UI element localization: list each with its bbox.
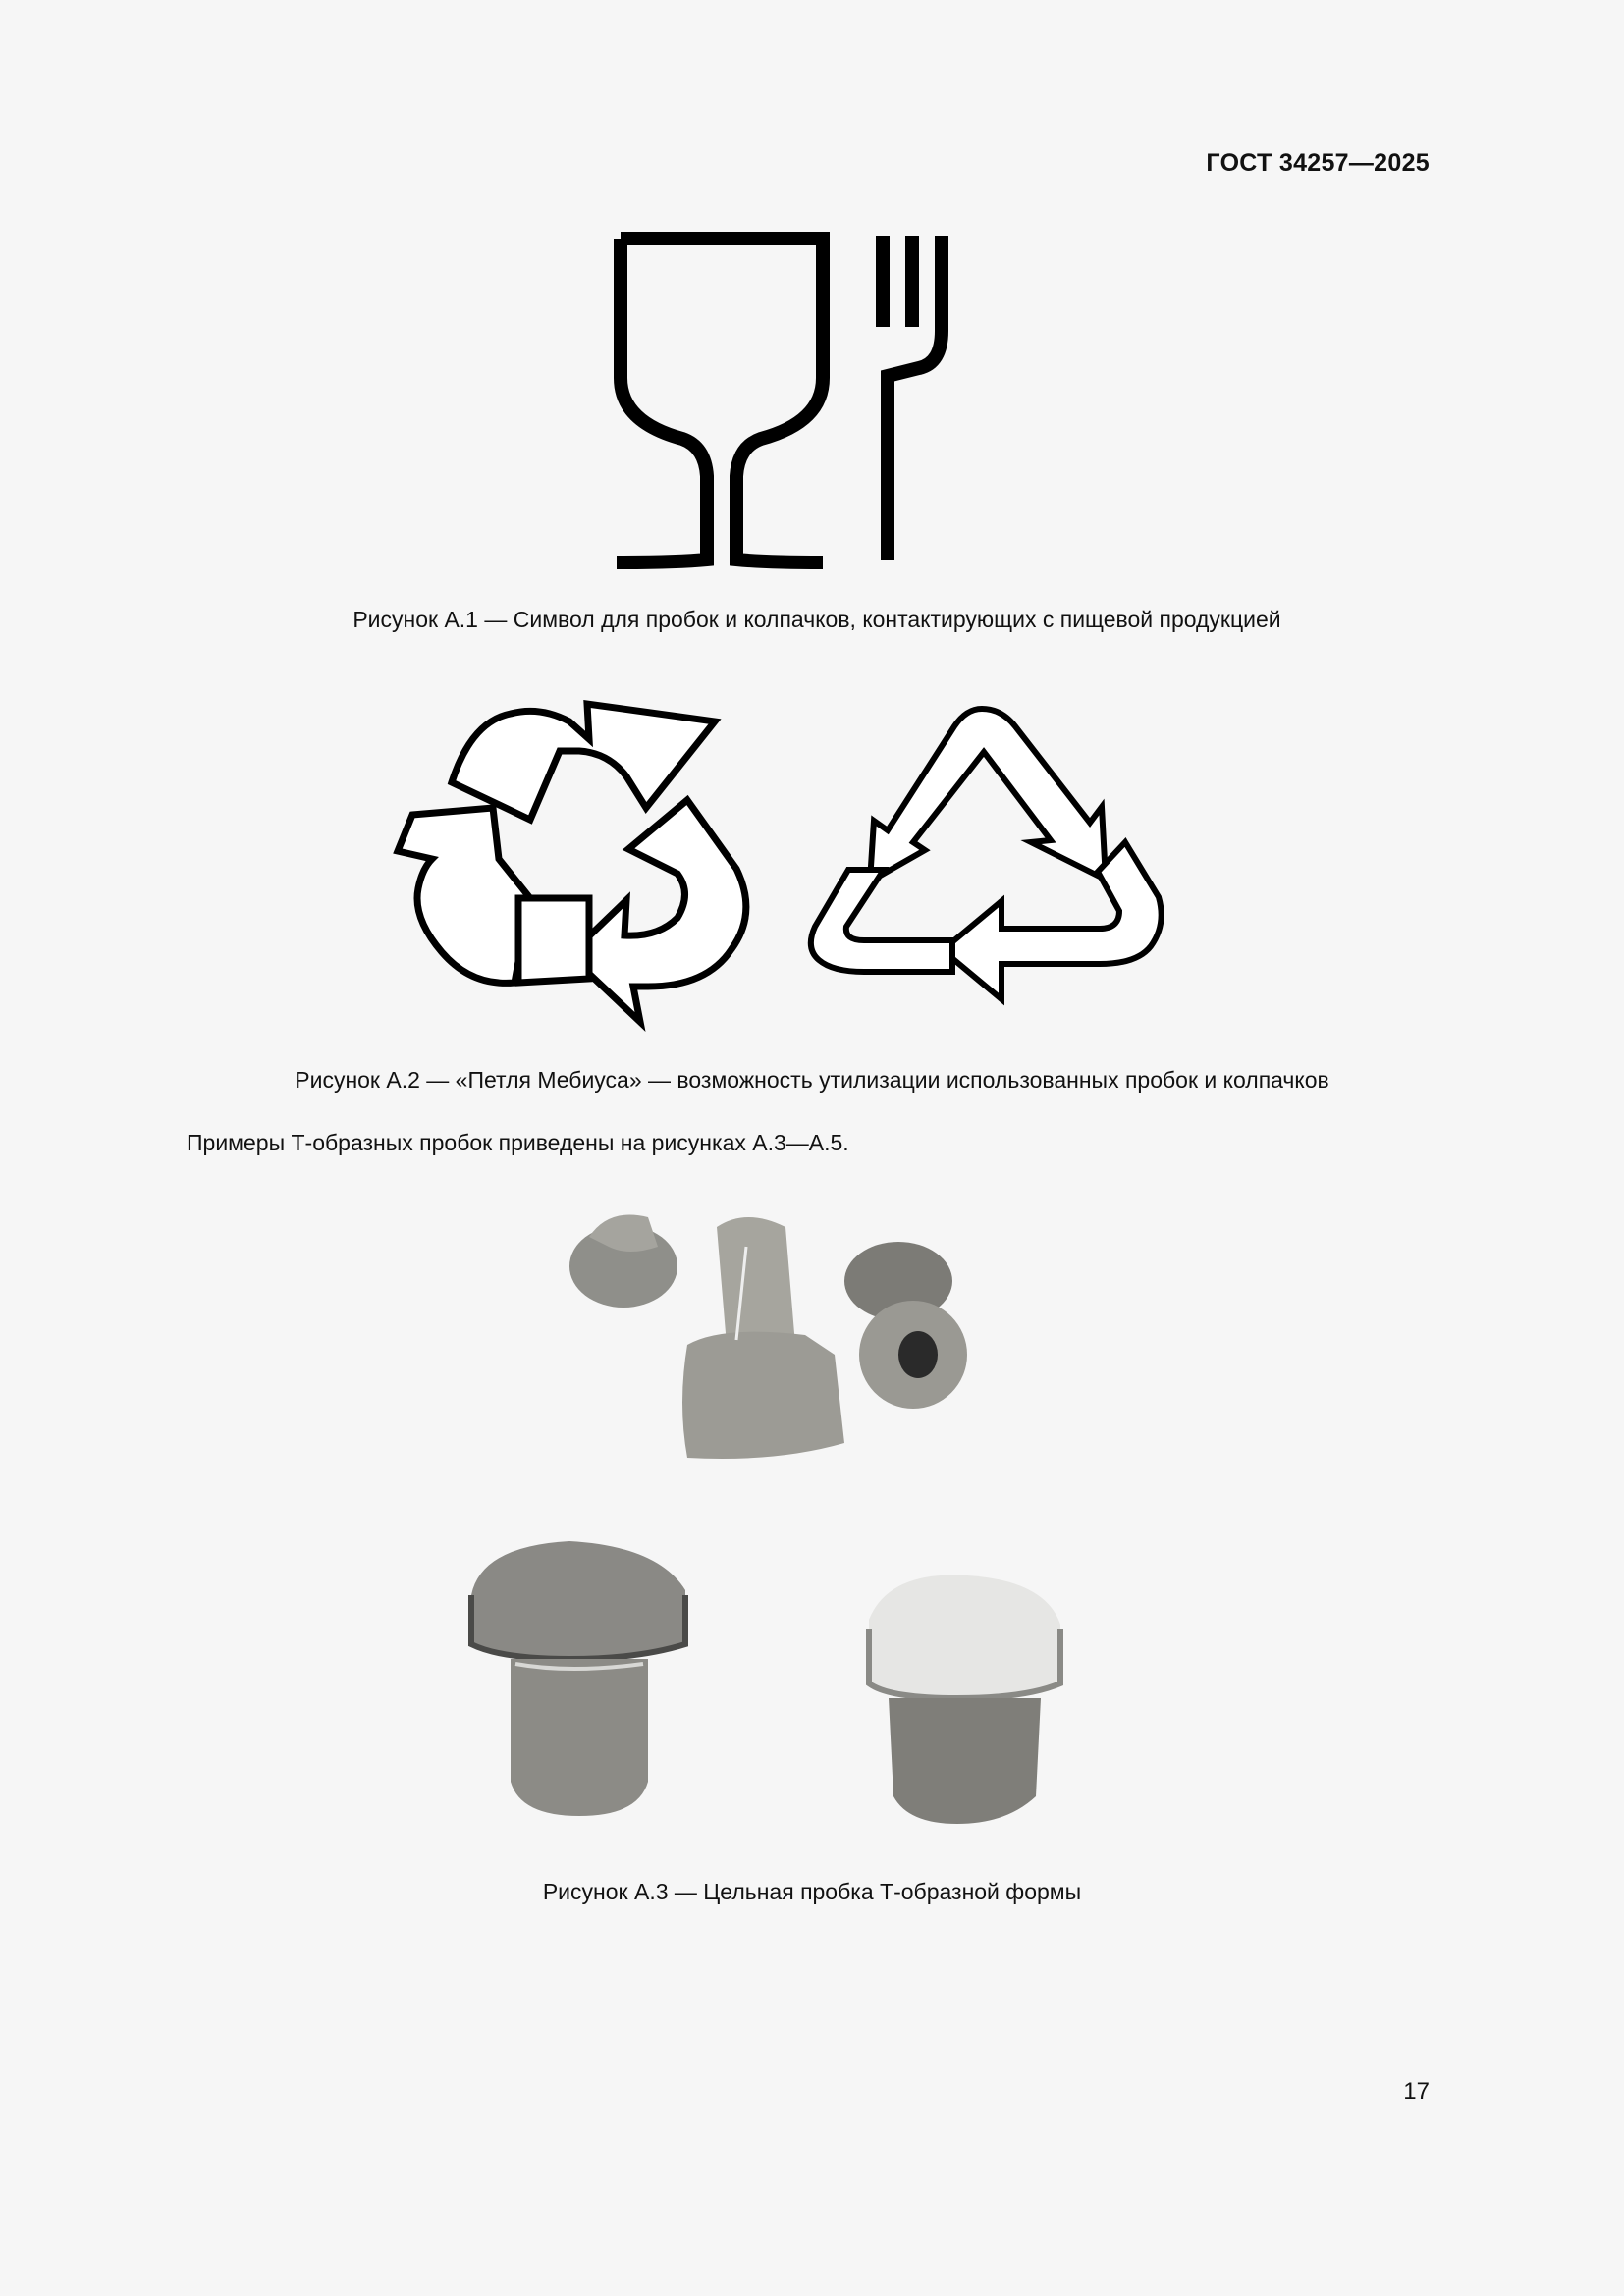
figure-a1-caption: Рисунок А.1 — Символ для пробок и колпачков, контактирующих с пищевой продукцией	[352, 607, 1281, 632]
recycling-arrows-icon	[393, 692, 766, 1026]
figure-a3-caption: Рисунок А.3 — Цельная пробка Т-образной формы	[542, 1879, 1082, 1904]
mobius-loop-icon	[805, 705, 1164, 1019]
t-shaped-stopper-small-photo	[849, 1571, 1075, 1826]
body-paragraph: Примеры Т-образных пробок приведены на рисунках А.3—А.5.	[187, 1130, 849, 1155]
page-number: 17	[1403, 2078, 1430, 2105]
glass-and-fork-icon	[589, 221, 962, 574]
figure-a2-caption: Рисунок А.2 — «Петля Мебиуса» — возможность утилизации использованных пробок и колпачков	[295, 1067, 1329, 1093]
t-shaped-stoppers-group-photo	[550, 1207, 962, 1472]
standard-code: ГОСТ 34257—2025	[1206, 149, 1430, 177]
t-shaped-stopper-large-photo	[461, 1536, 697, 1821]
